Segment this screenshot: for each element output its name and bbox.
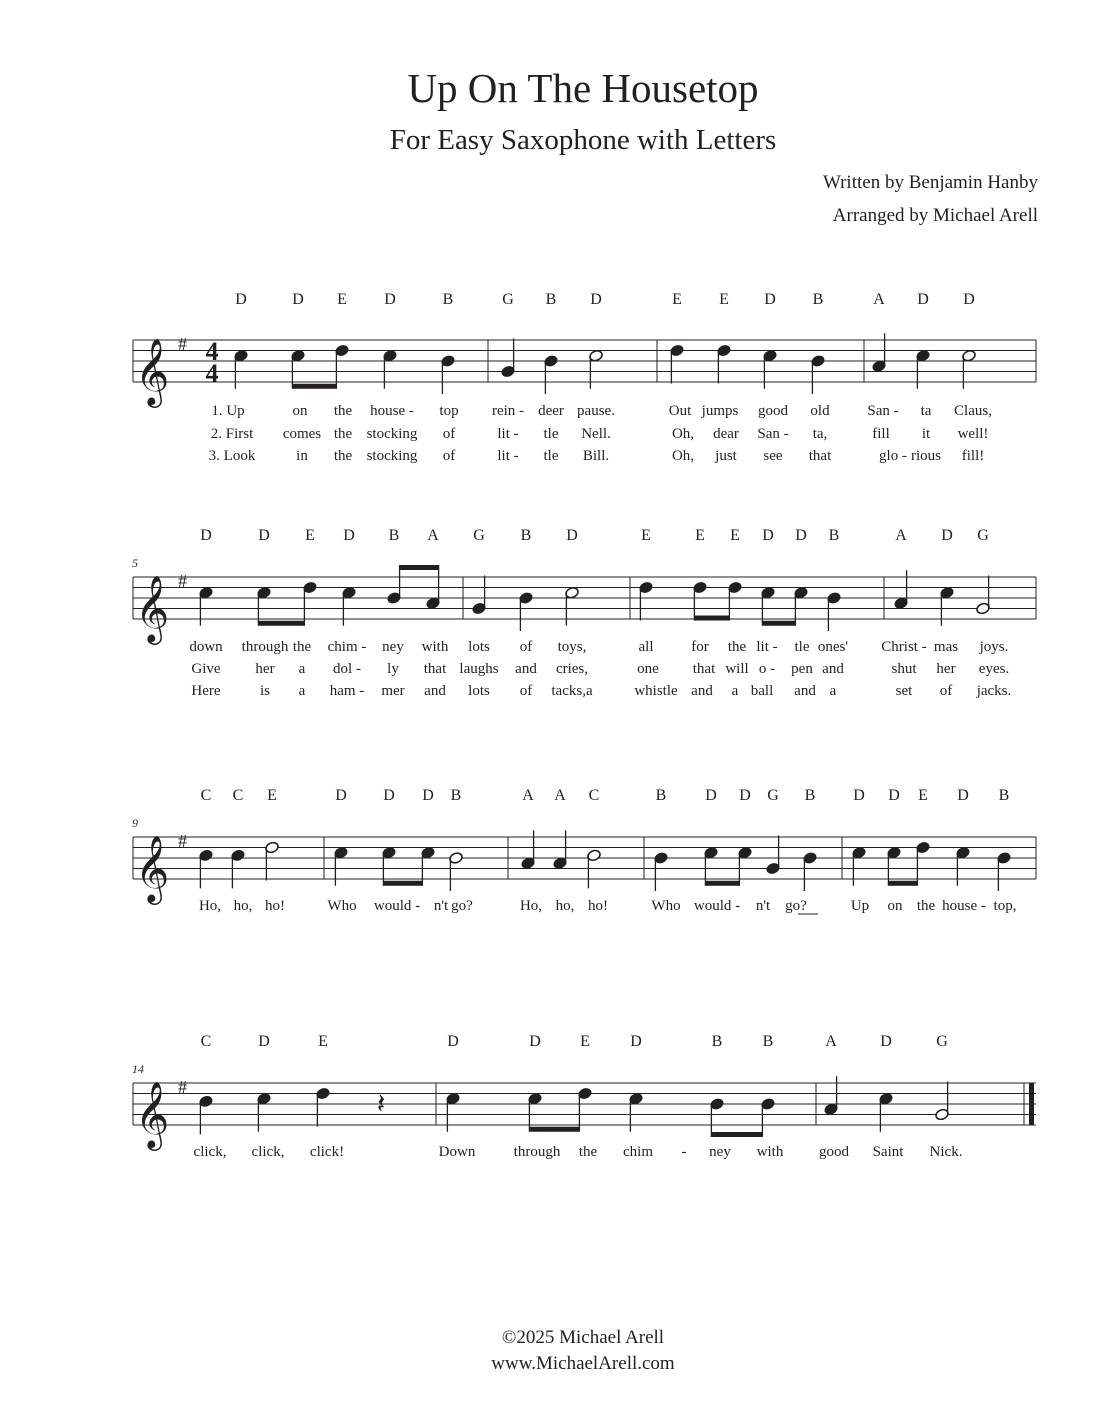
lyric-syllable: lots xyxy=(468,639,490,655)
note-letter: D xyxy=(566,527,578,544)
lyric-syllable: o - xyxy=(758,661,776,677)
lyric-syllable: glo - xyxy=(879,448,907,464)
lyric-syllable: mas xyxy=(933,639,959,655)
lyric-syllable: rious xyxy=(911,448,941,464)
page-title: Up On The Housetop xyxy=(407,65,759,111)
note-letter: E xyxy=(305,527,315,544)
lyric-syllable: a xyxy=(298,661,306,677)
note-letter: G xyxy=(473,527,485,544)
lyric-syllable: Up xyxy=(850,898,870,914)
note-letter: D xyxy=(630,1033,642,1050)
lyric-syllable: stocking xyxy=(366,426,418,442)
note-letter: B xyxy=(998,787,1010,804)
note-letter: E xyxy=(730,527,740,544)
treble-clef-icon: 𝄞 xyxy=(135,1082,170,1147)
note-letter: D xyxy=(764,291,776,308)
lyric-syllable: lit - xyxy=(497,426,519,442)
lyric-syllable: that xyxy=(692,661,716,677)
lyric-syllable: ones' xyxy=(817,639,849,655)
lyric-syllable: through xyxy=(513,1144,561,1160)
lyric-syllable: top, xyxy=(993,898,1017,914)
note-letter: D xyxy=(957,787,969,804)
lyric-syllable: ney xyxy=(709,1144,731,1160)
note-letter: D xyxy=(705,787,717,804)
note-letter: D xyxy=(590,291,602,308)
lyric-syllable: go? xyxy=(785,898,807,914)
lyric-syllable: lit - xyxy=(756,639,778,655)
lyric-syllable: the xyxy=(916,898,936,914)
lyric-syllable: through xyxy=(241,639,289,655)
lyric-syllable: the xyxy=(333,403,353,419)
lyric-syllable: on xyxy=(887,898,903,914)
lyric-syllable: her xyxy=(936,661,956,677)
note-letter: B xyxy=(711,1033,723,1050)
note-letter: E xyxy=(918,787,928,804)
lyric-syllable: Christ - xyxy=(881,639,927,655)
note-letter: D xyxy=(235,291,247,308)
lyric-syllable: on xyxy=(292,403,308,419)
note-letter: B xyxy=(655,787,667,804)
lyric-syllable: pen xyxy=(791,661,813,677)
lyric-syllable: and xyxy=(794,683,816,699)
lyric-syllable: ly xyxy=(387,661,399,677)
lyric-syllable: will xyxy=(725,661,749,677)
lyric-syllable: Saint xyxy=(872,1144,904,1160)
note-letter: E xyxy=(641,527,651,544)
lyric-syllable: down xyxy=(189,639,223,655)
lyric-syllable: her xyxy=(255,661,275,677)
key-signature-sharp-icon: # xyxy=(178,831,187,851)
lyric-syllable: Who xyxy=(327,898,357,914)
lyric-syllable: all xyxy=(638,639,654,655)
note-letter: B xyxy=(828,527,840,544)
lyric-syllable: 1. Up xyxy=(211,403,245,419)
measure-number: 5 xyxy=(132,556,138,570)
lyric-syllable: that xyxy=(808,448,832,464)
note-letter: D xyxy=(422,787,434,804)
lyric-syllable: of xyxy=(442,448,456,464)
lyric-syllable: that xyxy=(423,661,447,677)
lyric-syllable: just xyxy=(715,448,737,464)
lyric-syllable: ney xyxy=(382,639,404,655)
lyric-syllable: cries, xyxy=(555,661,589,677)
lyric-syllable: fill xyxy=(872,426,890,442)
measure-number: 9 xyxy=(132,816,138,830)
lyric-syllable: with xyxy=(421,639,449,655)
lyric-syllable: shut xyxy=(891,661,917,677)
treble-clef-icon: 𝄞 xyxy=(135,576,170,641)
eighth-beam xyxy=(705,881,739,886)
note-letter: C xyxy=(588,787,600,804)
lyric-syllable: mer xyxy=(381,683,405,699)
note-letter: D xyxy=(941,527,953,544)
lyric-syllable: click! xyxy=(309,1144,345,1160)
time-signature-bottom: 4 xyxy=(205,359,219,388)
lyric-syllable: tacks,a xyxy=(551,683,593,699)
lyric-syllable: Oh, xyxy=(671,426,695,442)
lyric-syllable: click, xyxy=(193,1144,227,1160)
lyric-syllable: click, xyxy=(251,1144,285,1160)
lyric-syllable: ho! xyxy=(588,898,608,914)
lyric-syllable: and xyxy=(691,683,713,699)
lyric-syllable: Give xyxy=(191,661,221,677)
lyric-syllable: chim xyxy=(623,1144,653,1160)
note-letter: G xyxy=(977,527,989,544)
lyric-syllable: is xyxy=(259,683,271,699)
lyric-syllable: laughs xyxy=(459,661,499,677)
key-signature-sharp-icon: # xyxy=(178,1077,187,1097)
lyric-syllable: dol - xyxy=(333,661,361,677)
final-barline xyxy=(1029,1083,1034,1125)
lyric-syllable: dear xyxy=(713,426,739,442)
lyric-syllable: Nell. xyxy=(581,426,611,442)
lyric-syllable: tle xyxy=(794,639,810,655)
note-letter: D xyxy=(383,787,395,804)
treble-clef-icon: 𝄞 xyxy=(135,836,170,901)
lyric-syllable: rein - xyxy=(491,403,525,419)
lyric-syllable: Nick. xyxy=(929,1144,963,1160)
lyric-syllable: Out xyxy=(668,403,692,419)
lyric-syllable: for xyxy=(691,639,709,655)
lyric-syllable: Claus, xyxy=(954,403,992,419)
lyric-syllable: in xyxy=(296,448,308,464)
key-signature-sharp-icon: # xyxy=(178,571,187,591)
lyric-syllable: a xyxy=(731,683,739,699)
lyric-syllable: a xyxy=(298,683,306,699)
lyric-syllable: see xyxy=(763,448,783,464)
lyric-syllable: eyes. xyxy=(978,661,1010,677)
note-letter: A xyxy=(427,527,439,544)
lyric-syllable: of xyxy=(939,683,953,699)
lyric-syllable: ho! xyxy=(265,898,285,914)
note-letter: C xyxy=(200,787,212,804)
lyric-syllable: jumps xyxy=(701,403,739,419)
lyric-syllable: the xyxy=(727,639,747,655)
lyric-syllable: ta xyxy=(920,403,932,419)
note-letter: B xyxy=(388,527,400,544)
lyric-syllable: would - xyxy=(693,898,741,914)
eighth-beam xyxy=(762,621,795,626)
lyric-syllable: toys, xyxy=(557,639,587,655)
note-letter: G xyxy=(502,291,514,308)
measure-number: 14 xyxy=(132,1062,144,1076)
composer-credit: Written by Benjamin Hanby xyxy=(822,172,1038,193)
lyric-syllable: the xyxy=(292,639,312,655)
lyric-syllable: ham - xyxy=(329,683,365,699)
lyric-syllable: top xyxy=(439,403,459,419)
lyric-syllable: stocking xyxy=(366,448,418,464)
lyric-syllable: - xyxy=(681,1144,687,1160)
lyric-syllable: and xyxy=(515,661,537,677)
staff-system xyxy=(132,556,1036,645)
note-letter: B xyxy=(442,291,454,308)
note-letter: G xyxy=(936,1033,948,1050)
eighth-beam xyxy=(711,1132,762,1137)
lyric-syllable: set xyxy=(895,683,913,699)
note-letter: D xyxy=(917,291,929,308)
note-letter: D xyxy=(258,527,270,544)
note-letter: D xyxy=(200,527,212,544)
lyric-syllable: and xyxy=(424,683,446,699)
eighth-beam xyxy=(529,1127,579,1132)
lyric-syllable: house - xyxy=(370,403,414,419)
note-letter: D xyxy=(880,1033,892,1050)
lyric-syllable: good xyxy=(819,1144,849,1160)
lyric-syllable: pause. xyxy=(577,403,615,419)
lyric-syllable: Bill. xyxy=(582,448,610,464)
note-letter: D xyxy=(963,291,975,308)
lyric-syllable: comes xyxy=(282,426,322,442)
note-letter: E xyxy=(719,291,729,308)
lyric-syllable: Ho, xyxy=(198,898,222,914)
lyric-syllable: and xyxy=(822,661,844,677)
lyric-syllable: 3. Look xyxy=(208,448,256,464)
lyric-syllable: lit - xyxy=(497,448,519,464)
lyric-syllable: chim - xyxy=(327,639,367,655)
note-letter: B xyxy=(450,787,462,804)
eighth-beam xyxy=(888,881,917,886)
note-letter: D xyxy=(258,1033,270,1050)
lyric-syllable: deer xyxy=(538,403,564,419)
eighth-beam xyxy=(694,616,729,621)
lyric-syllable: Oh, xyxy=(671,448,695,464)
note-letter: E xyxy=(337,291,347,308)
lyric-syllable: of xyxy=(442,426,456,442)
note-letter: D xyxy=(739,787,751,804)
lyric-syllable: n't xyxy=(433,898,449,914)
copyright-notice: ©2025 Michael Arell xyxy=(501,1327,665,1348)
note-letter: D xyxy=(795,527,807,544)
lyric-syllable: San - xyxy=(757,426,789,442)
note-letter: D xyxy=(384,291,396,308)
note-letter: D xyxy=(529,1033,541,1050)
note-letter: B xyxy=(520,527,532,544)
note-letter: D xyxy=(853,787,865,804)
lyric-syllable: ho, xyxy=(555,898,575,914)
lyric-syllable: the xyxy=(333,426,353,442)
lyric-syllable: whistle xyxy=(634,683,678,699)
note-letter: A xyxy=(873,291,885,308)
note-letter: A xyxy=(825,1033,837,1050)
lyric-syllable: ho, xyxy=(233,898,253,914)
lyric-syllable: San - xyxy=(867,403,899,419)
lyric-syllable: of xyxy=(519,639,533,655)
note-letter: E xyxy=(695,527,705,544)
note-letter: A xyxy=(895,527,907,544)
time-signature-top: 4 xyxy=(205,337,219,366)
staff-system xyxy=(133,333,1036,408)
note-letter: A xyxy=(522,787,534,804)
lyric-syllable: Who xyxy=(651,898,681,914)
note-letter: B xyxy=(812,291,824,308)
note-letter: E xyxy=(580,1033,590,1050)
website-link[interactable]: www.MichaelArell.com xyxy=(491,1353,675,1374)
lyric-syllable: house - xyxy=(942,898,986,914)
eighth-beam xyxy=(292,384,336,389)
lyric-syllable: it xyxy=(921,426,931,442)
lyric-syllable: of xyxy=(519,683,533,699)
lyric-syllable: lots xyxy=(468,683,490,699)
note-letter: E xyxy=(672,291,682,308)
lyric-syllable: Down xyxy=(438,1144,476,1160)
lyric-syllable: ball xyxy=(750,683,774,699)
eighth-beam xyxy=(258,621,304,626)
note-letter: D xyxy=(292,291,304,308)
note-letter: D xyxy=(762,527,774,544)
note-letter: B xyxy=(545,291,557,308)
lyric-syllable: joys. xyxy=(979,639,1009,655)
note-letter: B xyxy=(804,787,816,804)
lyric-syllable: a xyxy=(829,683,837,699)
lyric-syllable: fill! xyxy=(961,448,985,464)
treble-clef-icon: 𝄞 xyxy=(135,339,170,404)
note-letter: E xyxy=(318,1033,328,1050)
lyric-syllable: good xyxy=(758,403,788,419)
lyric-syllable: Here xyxy=(191,683,221,699)
note-letter: C xyxy=(232,787,244,804)
lyric-syllable: old xyxy=(810,403,830,419)
lyric-syllable: well! xyxy=(957,426,989,442)
page-subtitle: For Easy Saxophone with Letters xyxy=(389,124,777,156)
lyric-syllable: would - xyxy=(373,898,421,914)
lyric-syllable: the xyxy=(333,448,353,464)
staff-system xyxy=(132,1062,1036,1151)
lyric-syllable: Ho, xyxy=(519,898,543,914)
note-letter: G xyxy=(767,787,779,804)
lyric-syllable: tle xyxy=(543,448,559,464)
eighth-beam xyxy=(400,565,439,570)
note-letter: D xyxy=(335,787,347,804)
key-signature-sharp-icon: # xyxy=(178,334,187,354)
lyric-syllable: with xyxy=(756,1144,784,1160)
note-letter: A xyxy=(554,787,566,804)
note-letter: B xyxy=(762,1033,774,1050)
lyric-syllable: one xyxy=(637,661,659,677)
arranger-credit: Arranged by Michael Arell xyxy=(832,205,1038,226)
note-letter: D xyxy=(343,527,355,544)
lyric-syllable: jacks. xyxy=(976,683,1012,699)
note-letter: C xyxy=(200,1033,212,1050)
lyric-syllable: 2. First xyxy=(210,426,254,442)
note-letter: D xyxy=(888,787,900,804)
quarter-rest-icon: 𝄽 xyxy=(376,1089,386,1120)
note-letter: E xyxy=(267,787,277,804)
lyric-syllable: go? xyxy=(451,898,473,914)
lyric-syllable: ta, xyxy=(812,426,828,442)
lyric-syllable: tle xyxy=(543,426,559,442)
lyric-syllable: n't xyxy=(755,898,771,914)
eighth-beam xyxy=(383,881,422,886)
note-letter: D xyxy=(447,1033,459,1050)
lyric-syllable: the xyxy=(578,1144,598,1160)
